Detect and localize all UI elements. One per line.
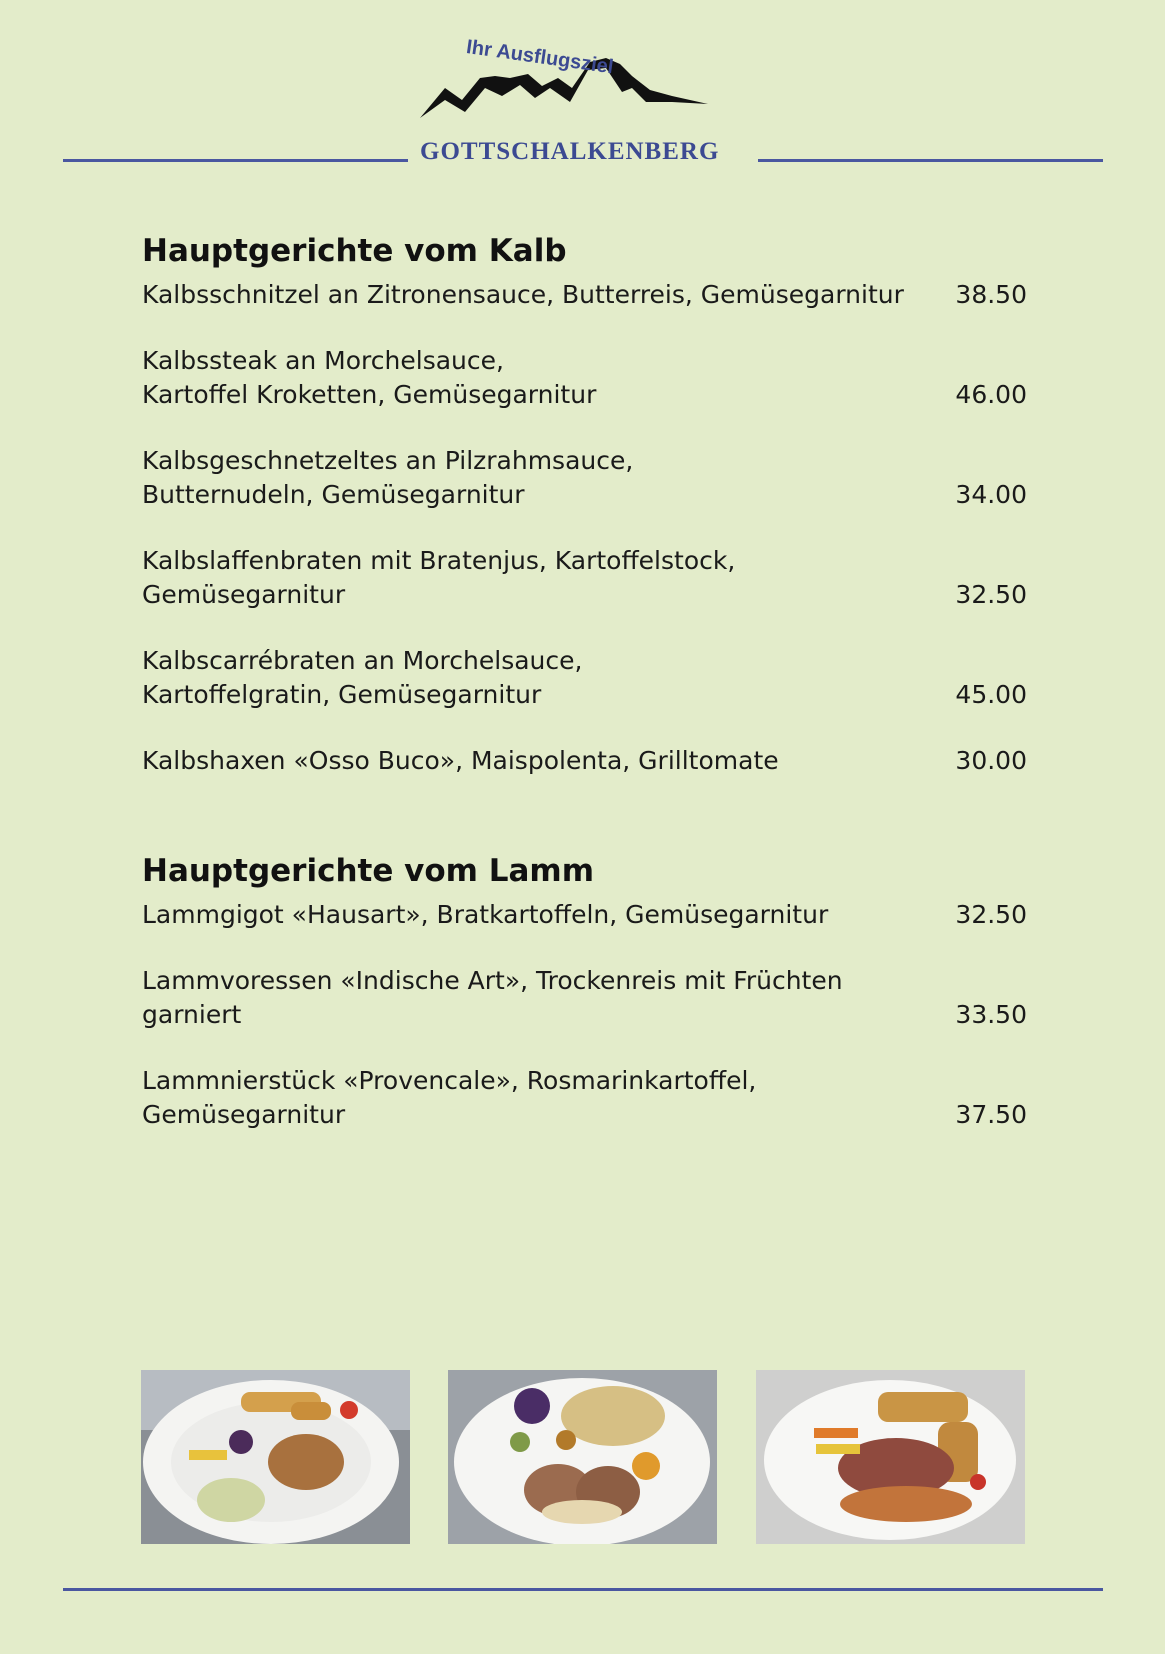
item-price: 37.50 (955, 1100, 1027, 1129)
section-title: Hauptgerichte vom Kalb (142, 233, 567, 269)
item-description: Kalbssteak an Morchelsauce, Kartoffel Kroketten, Gemüsegarnitur (142, 346, 597, 409)
item-description: Lammgigot «Hausart», Bratkartoffeln, Gemüsegarnitur (142, 900, 829, 929)
item-description: Kalbslaffenbraten mit Bratenjus, Kartoffelstock, Gemüsegarnitur (142, 546, 736, 609)
section-lamm (142, 848, 1027, 1132)
menu-item (142, 344, 1027, 412)
header-rule-left (63, 159, 408, 162)
brand-name: GOTTSCHALKENBERG (420, 138, 720, 165)
item-price: 34.00 (955, 480, 1027, 509)
menu-item (142, 444, 1027, 512)
item-price: 38.50 (955, 280, 1027, 309)
section-title: Hauptgerichte vom Lamm (142, 853, 595, 889)
item-price: 32.50 (955, 580, 1027, 609)
menu-item (142, 964, 1027, 1032)
item-description: Lammnierstück «Provencale», Rosmarinkartoffel, Gemüsegarnitur (142, 1066, 757, 1129)
menu-item (142, 898, 1027, 932)
plate-schnitzel-photo (141, 1370, 410, 1544)
dish-photos (141, 1370, 1025, 1544)
section-kalb (142, 228, 1027, 778)
item-price: 32.50 (955, 900, 1027, 929)
plate-steak-photo (448, 1370, 717, 1544)
item-description: Kalbscarrébraten an Morchelsauce, Kartoffelgratin, Gemüsegarnitur (142, 646, 583, 709)
item-description: Kalbsschnitzel an Zitronensauce, Butterreis, Gemüsegarnitur (142, 280, 904, 309)
header-rule-right (758, 159, 1103, 162)
footer-rule (63, 1588, 1103, 1591)
plate-lamb-photo (756, 1370, 1025, 1544)
item-description: Kalbsgeschnetzeltes an Pilzrahmsauce, Butternudeln, Gemüsegarnitur (142, 446, 634, 509)
item-description: Lammvoressen «Indische Art», Trockenreis mit Früchten garniert (142, 966, 843, 1029)
item-price: 46.00 (955, 380, 1027, 409)
menu-item (142, 744, 1027, 778)
menu-item (142, 644, 1027, 712)
brand-logo (410, 30, 760, 170)
menu-item (142, 278, 1027, 312)
item-price: 30.00 (955, 746, 1027, 775)
menu-item (142, 1064, 1027, 1132)
item-price: 33.50 (955, 1000, 1027, 1029)
tagline: Ihr Ausflugsziel (464, 36, 615, 79)
menu-item (142, 544, 1027, 612)
item-description: Kalbshaxen «Osso Buco», Maispolenta, Grilltomate (142, 746, 779, 775)
item-price: 45.00 (955, 680, 1027, 709)
